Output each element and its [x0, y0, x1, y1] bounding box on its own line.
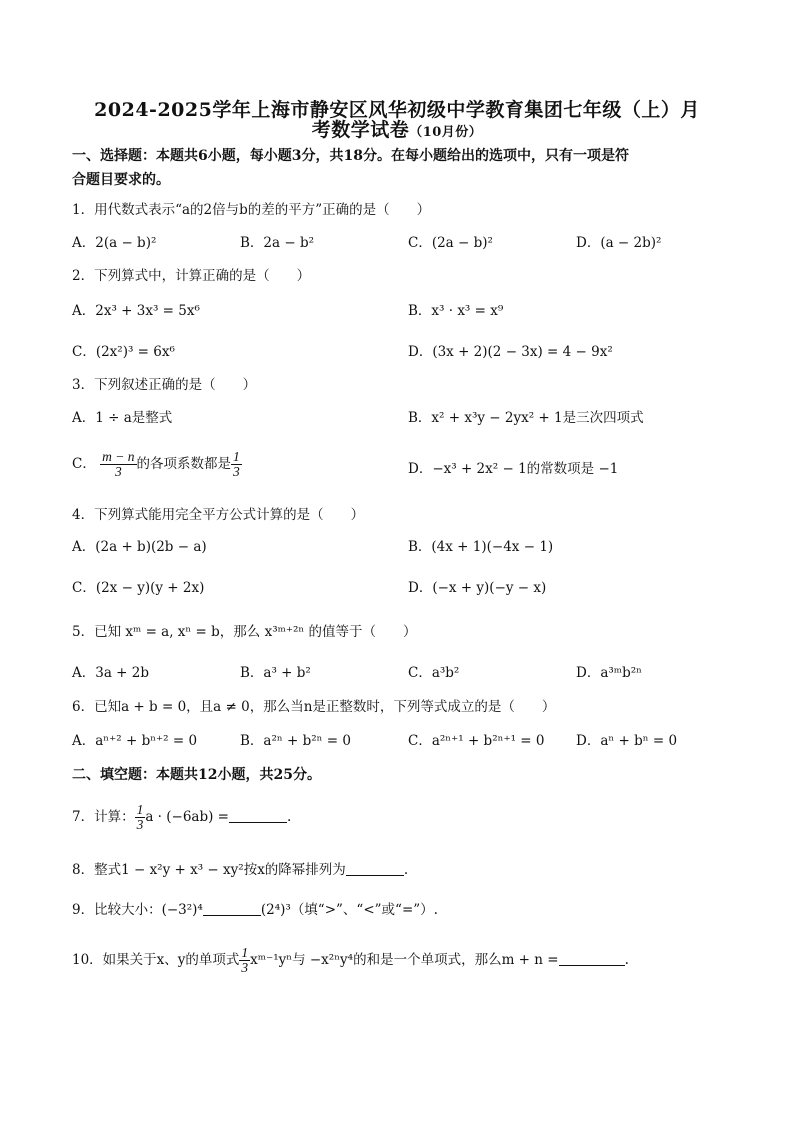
question-5-stem: 5．已知 xᵐ = a, xⁿ = b，那么 x³ᵐ⁺²ⁿ 的值等于（ ） [72, 624, 417, 640]
section-2-heading: 二、填空题：本题共12小题，共25分。 [72, 767, 321, 783]
question-4-option-a: A．(2a + b)(2b − a) [72, 539, 207, 555]
fraction-numerator: 1 [233, 449, 240, 464]
fraction-numerator: 1 [241, 945, 249, 960]
question-6-stem: 6．已知a + b = 0，且a ≠ 0，那么当n是正整数时，下列等式成立的是（ ） [72, 699, 556, 715]
question-5-option-d: D．a³ᵐb²ⁿ [576, 665, 642, 681]
question-10 [72, 946, 734, 975]
option-c-prefix: C． [72, 456, 96, 472]
question-1-stem: 1．用代数式表示“a的2倍与b的差的平方”正确的是（ ） [72, 202, 431, 218]
question-1-option-b: B．2a − b² [240, 235, 315, 251]
question-6-option-c: C．a²ⁿ⁺¹ + b²ⁿ⁺¹ = 0 [408, 733, 545, 749]
question-9-text: 9．比较大小：(−3²)⁴ [72, 902, 203, 918]
question-10-end: . [624, 952, 629, 968]
title-note: （10月份） [409, 125, 483, 140]
question-6-option-d: D．aⁿ + bⁿ = 0 [576, 733, 678, 749]
question-3-option-b: B．x² + x³y − 2yx² + 1是三次四项式 [408, 410, 644, 426]
fraction-denominator: 3 [233, 464, 240, 479]
fraction [135, 803, 146, 832]
question-5-option-a: A．3a + 2b [72, 665, 150, 681]
fraction-denominator: 3 [241, 960, 249, 975]
fraction-denominator: 3 [114, 464, 122, 479]
fraction-numerator: 1 [136, 802, 144, 817]
question-2-option-c: C．(2x²)³ = 6x⁶ [72, 344, 175, 360]
question-1-option-d: D．(a − 2b)² [576, 235, 662, 251]
question-7 [72, 803, 734, 832]
question-10-prefix: 10．如果关于x、y的单项式 [72, 952, 240, 968]
section-1-heading-cont: 合题目要求的。 [72, 172, 170, 188]
fraction [231, 450, 242, 479]
question-10-expression: xᵐ⁻¹yⁿ与 −x²ⁿy⁴的和是一个单项式，那么m + n = [250, 952, 559, 968]
question-7-end: . [287, 809, 292, 825]
question-8-text: 8．整式1 − x²y + x³ − xy²按x的降幂排列为 [72, 862, 346, 878]
question-7-prefix: 7．计算： [72, 809, 135, 825]
title-line-2: 考数学试卷 [311, 119, 410, 141]
question-2-option-d: D．(3x + 2)(2 − 3x) = 4 − 9x² [408, 344, 613, 360]
answer-blank[interactable] [229, 808, 287, 823]
title-line-1: 2024-2025学年上海市静安区风华初级中学教育集团七年级（上）月 [94, 99, 700, 121]
option-c-middle-text: 的各项系数都是 [136, 456, 231, 472]
answer-blank[interactable] [203, 901, 261, 916]
question-1-option-c: C．(2a − b)² [408, 235, 493, 251]
question-1-option-a: A．2(a − b)² [72, 235, 157, 251]
question-2-option-a: A．2x³ + 3x³ = 5x⁶ [72, 303, 200, 319]
question-3-stem: 3．下列叙述正确的是（ ） [72, 377, 257, 393]
answer-blank[interactable] [346, 861, 404, 876]
question-9 [72, 900, 734, 920]
question-8 [72, 860, 734, 880]
question-6-option-b: B．a²ⁿ + b²ⁿ = 0 [240, 733, 351, 749]
question-3-option-d: D．−x³ + 2x² − 1的常数项是 −1 [408, 461, 619, 477]
question-4-option-d: D．(−x + y)(−y − x) [408, 580, 547, 596]
fraction-denominator: 3 [136, 817, 144, 832]
question-3-option-c [72, 450, 242, 479]
question-4-stem: 4．下列算式能用完全平方公式计算的是（ ） [72, 507, 365, 523]
question-5-option-b: B．a³ + b² [240, 665, 311, 681]
fraction [239, 946, 250, 975]
question-6-option-a: A．aⁿ⁺² + bⁿ⁺² = 0 [72, 733, 198, 749]
fraction [100, 450, 136, 479]
question-7-expression: a · (−6ab) = [145, 809, 229, 825]
answer-blank[interactable] [559, 951, 625, 966]
page-title-line-2 [60, 115, 734, 142]
question-9-end: （填“>”、“<”或“=”）. [290, 902, 438, 918]
question-3-option-a: A．1 ÷ a是整式 [72, 410, 173, 426]
fraction-numerator: m − n [102, 449, 135, 464]
question-4-option-b: B．(4x + 1)(−4x − 1) [408, 539, 554, 555]
question-9-middle: (2⁴)³ [260, 902, 291, 918]
question-2-option-b: B．x³ · x³ = x⁹ [408, 303, 504, 319]
question-8-end: . [403, 862, 409, 878]
question-5-option-c: C．a³b² [408, 665, 460, 681]
question-2-stem: 2．下列算式中，计算正确的是（ ） [72, 268, 311, 284]
question-4-option-c: C．(2x − y)(y + 2x) [72, 580, 205, 596]
section-1-heading: 一、选择题：本题共6小题，每小题3分，共18分。在每小题给出的选项中，只有一项是符 [72, 148, 629, 164]
